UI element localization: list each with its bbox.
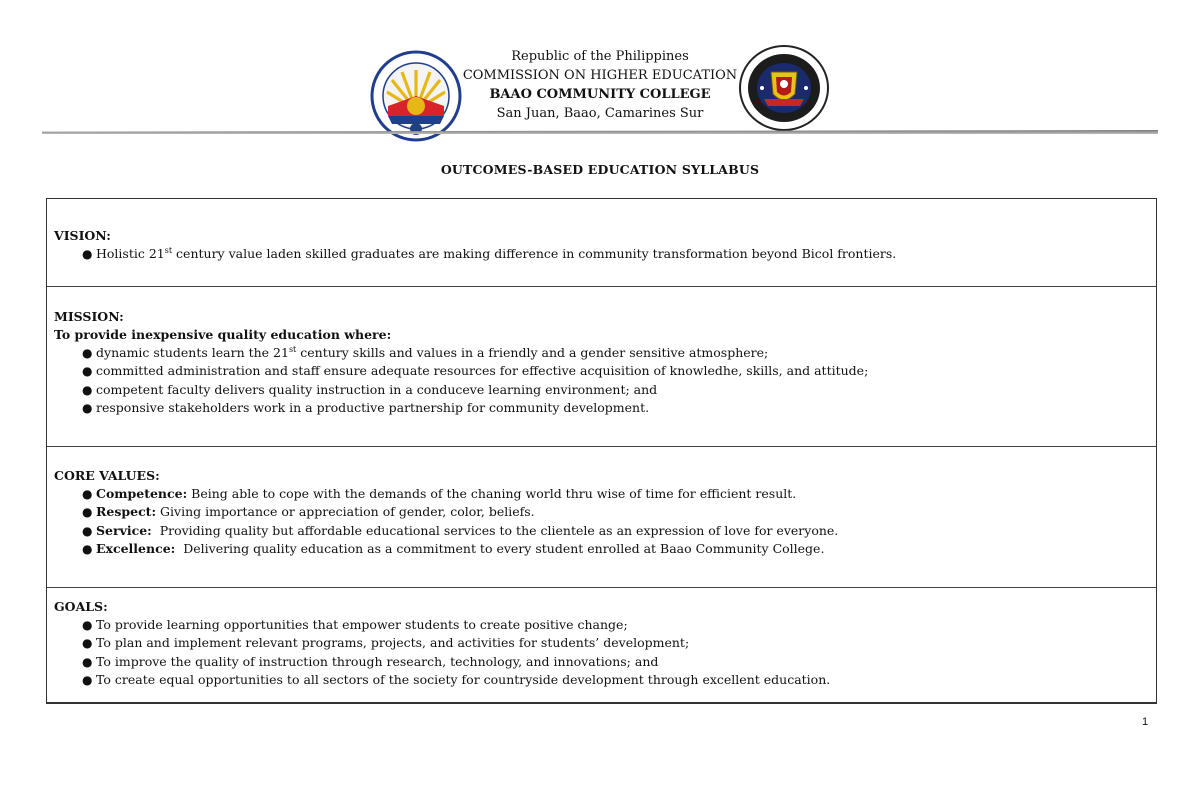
list-item: ● Respect: Giving importance or appreciation of gender, color, beliefs.: [96, 503, 1156, 521]
header-divider: [42, 130, 1158, 134]
bullet-icon: ●: [82, 364, 93, 379]
mission-heading: MISSION:: [54, 309, 124, 324]
mission-section: [47, 287, 1156, 447]
document-title: OUTCOMES-BASED EDUCATION SYLLABUS: [440, 162, 760, 177]
bullet-icon: ●: [82, 654, 93, 669]
core-values-list: [54, 485, 1156, 558]
bullet-icon: ●: [82, 636, 93, 651]
bullet-icon: ●: [82, 346, 93, 360]
bullet-icon: ●: [82, 247, 93, 261]
bullet-icon: ●: [82, 672, 93, 687]
list-item: ● Excellence: Delivering quality education as a commitment to every student enrolled at Baao Community College.: [96, 540, 1156, 558]
value-term: Respect:: [96, 504, 157, 520]
bullet-icon: ●: [82, 523, 93, 538]
syllabus-table: [46, 198, 1157, 704]
list-item: ● To create equal opportunities to all sectors of the society for countryside development through excellent education.: [96, 671, 1156, 689]
bullet-icon: ●: [82, 505, 93, 520]
vision-section: [47, 199, 1156, 287]
core-values-section: [47, 447, 1156, 588]
goals-section: [47, 588, 1156, 702]
college-seal-icon: [738, 44, 830, 132]
document-header: [0, 0, 1200, 140]
value-term: Excellence:: [96, 540, 176, 556]
list-item: ● dynamic students learn the 21st century skills and values in a friendly and a gender sensitive atmosphere;: [96, 344, 1156, 362]
list-item: ● responsive stakeholders work in a productive partnership for community development.: [96, 399, 1156, 417]
list-item: ● To improve the quality of instruction through research, technology, and innovations; and: [96, 653, 1156, 671]
list-item: ● committed administration and staff ensure adequate resources for effective acquisition of knowledhe, skills, and attitude;: [96, 362, 1156, 380]
bullet-icon: ●: [82, 487, 93, 501]
bullet-icon: ●: [82, 541, 93, 556]
commission-line: COMMISSION ON HIGHER EDUCATION: [462, 68, 738, 83]
goals-list: [54, 616, 1156, 689]
republic-line: Republic of the Philippines: [511, 49, 689, 64]
bullet-icon: ●: [82, 618, 93, 632]
ched-seal-icon: [370, 50, 462, 142]
vision-list: [54, 245, 1156, 263]
goals-heading: GOALS:: [54, 599, 108, 614]
bullet-icon: ●: [82, 400, 93, 415]
value-term: Competence:: [96, 486, 188, 501]
list-item: ● competent faculty delivers quality instruction in a conduceve learning environment; and: [96, 381, 1156, 399]
vision-heading: VISION:: [54, 228, 111, 243]
list-item: ● To provide learning opportunities that empower students to create positive change;: [96, 616, 1156, 634]
core-values-heading: CORE VALUES:: [54, 468, 160, 483]
value-term: Service:: [96, 522, 152, 538]
list-item: ● Competence: Being able to cope with the demands of the chaning world thru wise of time for efficient result.: [96, 485, 1156, 503]
mission-list: [54, 344, 1156, 417]
college-address: San Juan, Baao, Camarines Sur: [496, 106, 704, 121]
list-item: ● To plan and implement relevant programs, projects, and activities for students’ development;: [96, 634, 1156, 652]
institution-header: [460, 47, 740, 123]
college-name: BAAO COMMUNITY COLLEGE: [489, 87, 711, 102]
page-number: 1: [1142, 716, 1149, 728]
mission-intro: To provide inexpensive quality education where:: [54, 327, 392, 342]
bullet-icon: ●: [82, 382, 93, 397]
list-item: ● Service: Providing quality but affordable educational services to the clientele as an expression of love for everyone.: [96, 522, 1156, 540]
list-item: ● Holistic 21st century value laden skilled graduates are making difference in community transformation beyond Bicol frontiers.: [96, 245, 1156, 263]
